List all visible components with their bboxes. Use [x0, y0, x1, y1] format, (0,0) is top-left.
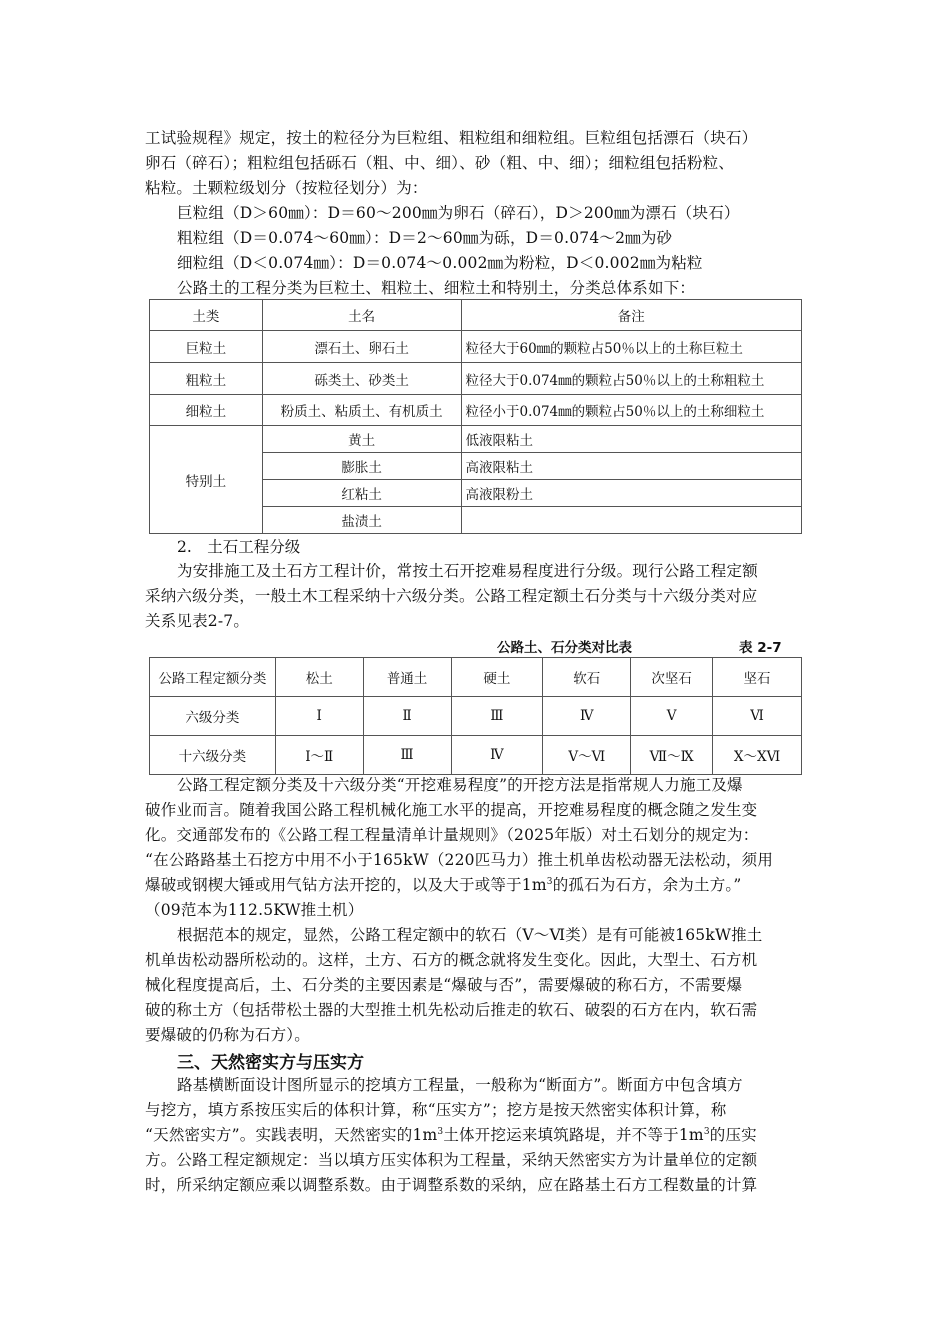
- soil-name: 红粘土: [262, 480, 461, 507]
- classification-intro: 公路土的工程分类为巨粒土、粗粒土、细粒土和特别土，分类总体系如下：: [177, 279, 696, 297]
- paragraph-4-line: 要爆破的仍称为石方）。: [145, 1026, 310, 1044]
- superscript: 3: [546, 876, 553, 887]
- text-span: 的孤石为石方，余为土方。”: [552, 876, 742, 894]
- soil-classification-table: [149, 299, 802, 534]
- table-cell: Ⅰ: [275, 697, 363, 736]
- soil-remark: 粒径大于0.074㎜的颗粒占50％以上的土称粗粒土: [461, 363, 802, 395]
- table-row: [150, 395, 802, 426]
- text-span: 土体开挖运来填筑路堤，并不等于1m: [443, 1126, 704, 1144]
- table-row: [150, 363, 802, 395]
- paragraph-5-line: 时，所采纳定额应乘以调整系数。由于调整系数的采纳，应在路基土石方工程数量的计算: [145, 1176, 758, 1194]
- soil-remark: 粒径大于60㎜的颗粒占50％以上的土称巨粒土: [461, 331, 802, 363]
- table-row: [150, 658, 802, 697]
- soil-name: 漂石土、卵石土: [262, 331, 461, 363]
- table-cell: Ⅲ: [363, 736, 451, 775]
- soil-remark: 低液限粘土: [461, 426, 802, 453]
- table-row: [150, 331, 802, 363]
- superscript: 3: [437, 1126, 444, 1137]
- section-2-title: 2. 土石工程分级: [177, 538, 301, 556]
- table-cell: 硬土: [451, 658, 543, 697]
- text-span: 的压实: [709, 1126, 757, 1144]
- grain-group-coarse: 粗粒组（D＝0.074～60㎜）：D＝2～60㎜为砾，D＝0.074～2㎜为砂: [177, 229, 673, 247]
- table-cell: Ⅳ: [543, 697, 631, 736]
- soil-name: 盐渍土: [262, 507, 461, 534]
- table-cell: Ⅶ～Ⅸ: [631, 736, 713, 775]
- rock-classification-table: [149, 657, 802, 775]
- table-row: [150, 426, 802, 453]
- header-cell: 土名: [262, 300, 461, 331]
- table-cell: Ⅹ～ⅩⅥ: [713, 736, 802, 775]
- table-cell: 十六级分类: [150, 736, 276, 775]
- soil-remark: 高液限粉土: [461, 480, 802, 507]
- table-cell: 普通土: [363, 658, 451, 697]
- table-cell: Ⅴ～Ⅵ: [543, 736, 631, 775]
- table-row: [150, 736, 802, 775]
- soil-category: 细粒土: [150, 395, 263, 426]
- paragraph-5-line: [145, 1123, 757, 1147]
- paragraph-2-line: 为安排施工及土石方工程计价，常按土石开挖难易程度进行分级。现行公路工程定额: [177, 562, 758, 580]
- soil-category-special: 特别土: [150, 426, 263, 534]
- table-cell: 次坚石: [631, 658, 713, 697]
- paragraph-4-line: 机单齿松动器所松动的。这样，土方、石方的概念就将发生变化。因此，大型土、石方机: [145, 951, 758, 969]
- table-cell: 公路工程定额分类: [150, 658, 276, 697]
- soil-name: 膨胀土: [262, 453, 461, 480]
- soil-name: 砾类土、砂类土: [262, 363, 461, 395]
- paragraph-3-line: 破作业而言。随着我国公路工程机械化施工水平的提高，开挖难易程度的概念随之发生变: [145, 801, 758, 819]
- paragraph-5-line: 方。公路工程定额规定：当以填方压实体积为工程量，采纳天然密实方为计量单位的定额: [145, 1151, 758, 1169]
- paragraph-3-line: [145, 873, 741, 897]
- table-caption: 公路土、石分类对比表: [497, 640, 632, 656]
- paragraph-2-line: 关系见表2-7。: [145, 612, 250, 630]
- soil-remark: 高液限粘土: [461, 453, 802, 480]
- soil-name: 黄土: [262, 426, 461, 453]
- header-cell: 土类: [150, 300, 263, 331]
- paragraph-3-line: “在公路路基土石挖方中用不小于165kW（220匹马力）推土机单齿松动器无法松动，须用: [145, 851, 774, 869]
- table-row: [150, 697, 802, 736]
- paragraph-1-line: 工试验规程》规定，按土的粒径分为巨粒组、粗粒组和细粒组。巨粒组包括漂石（块石）: [145, 129, 758, 147]
- grain-group-fine: 细粒组（D＜0.074㎜）：D＝0.074～0.002㎜为粉粒，D＜0.002㎜为粘粒: [177, 254, 703, 272]
- table-cell: Ⅴ: [631, 697, 713, 736]
- text-span: “天然密实方”。实践表明，天然密实的1m: [145, 1126, 438, 1144]
- soil-remark: [461, 507, 802, 534]
- paragraph-5-line: 与挖方，填方系按压实后的体积计算，称“压实方”；挖方是按天然密实体积计算，称: [145, 1101, 727, 1119]
- table-cell: 坚石: [713, 658, 802, 697]
- text-span: 爆破或钢楔大锤或用气钻方法开挖的，以及大于或等于1m: [145, 876, 547, 894]
- paragraph-1-line: 粘粒。土颗粒级划分（按粒径划分）为：: [145, 179, 428, 197]
- paragraph-5-line: 路基横断面设计图所显示的挖填方工程量，一般称为“断面方”。断面方中包含填方: [177, 1076, 743, 1094]
- table-number: 表 2-7: [739, 640, 782, 656]
- table-cell: Ⅱ: [363, 697, 451, 736]
- header-cell: 备注: [461, 300, 802, 331]
- paragraph-2-line: 采纳六级分类，一般土木工程采纳十六级分类。公路工程定额土石分类与十六级分类对应: [145, 587, 758, 605]
- grain-group-coarse-boulder: 巨粒组（D＞60㎜）：D＝60～200㎜为卵石（碎石），D＞200㎜为漂石（块石）: [177, 204, 740, 222]
- soil-category: 粗粒土: [150, 363, 263, 395]
- table-cell: 六级分类: [150, 697, 276, 736]
- table-cell: 松土: [275, 658, 363, 697]
- table-header-row: [150, 300, 802, 331]
- soil-name: 粉质土、粘质土、有机质土: [262, 395, 461, 426]
- superscript: 3: [703, 1126, 710, 1137]
- table-cell: Ⅰ～Ⅱ: [275, 736, 363, 775]
- paragraph-3-note: （09范本为112.5KW推土机）: [145, 901, 364, 919]
- paragraph-1-line: 卵石（碎石）；粗粒组包括砾石（粗、中、细）、砂（粗、中、细）；细粒组包括粉粒、: [145, 154, 735, 172]
- section-3-title: 三、天然密实方与压实方: [177, 1053, 364, 1073]
- paragraph-3-line: 公路工程定额分类及十六级分类“开挖难易程度”的开挖方法是指常规人力施工及爆: [177, 776, 743, 794]
- table-cell: Ⅳ: [451, 736, 543, 775]
- table-cell: Ⅲ: [451, 697, 543, 736]
- paragraph-4-line: 械化程度提高后，土、石分类的主要因素是“爆破与否”，需要爆破的称石方，不需要爆: [145, 976, 743, 994]
- paragraph-4-line: 破的称土方（包括带松土器的大型推土机先松动后推走的软石、破裂的石方在内，软石需: [145, 1001, 758, 1019]
- paragraph-3-line: 化。交通部发布的《公路工程工程量清单计量规则》（2025年版）对土石划分的规定为：: [145, 826, 759, 844]
- paragraph-4-line: 根据范本的规定，显然，公路工程定额中的软石（Ⅴ～Ⅵ类）是有可能被165kW推土: [177, 926, 763, 944]
- soil-remark: 粒径小于0.074㎜的颗粒占50％以上的土称细粒土: [461, 395, 802, 426]
- soil-category: 巨粒土: [150, 331, 263, 363]
- table-cell: Ⅵ: [713, 697, 802, 736]
- table-cell: 软石: [543, 658, 631, 697]
